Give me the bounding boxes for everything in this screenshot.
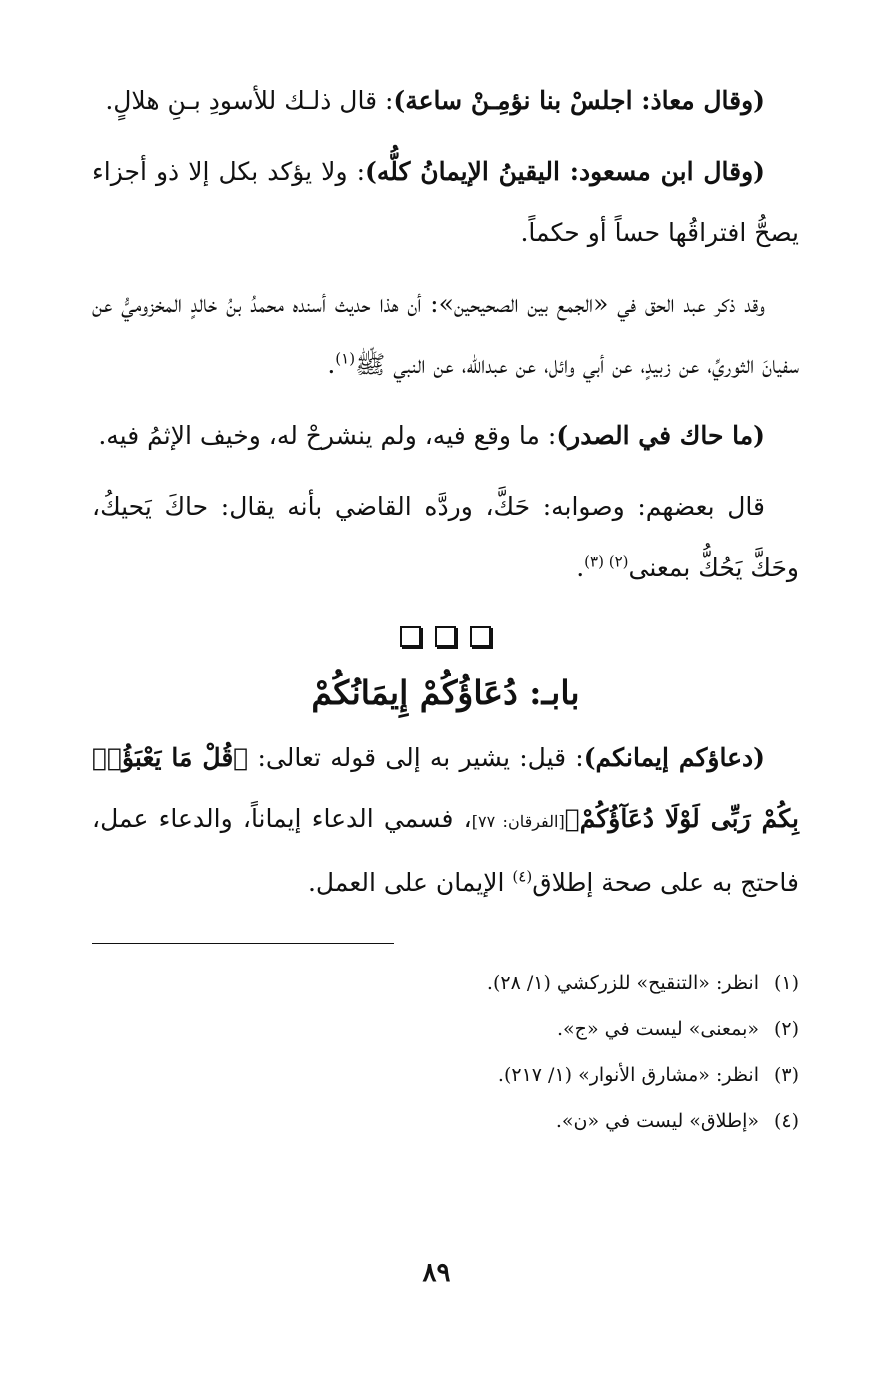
footnote-text: «إطلاق» ليست في «ن». [555, 1110, 759, 1132]
quote-lead: (دعاؤكم إيمانكم) [583, 743, 765, 772]
footnote-3 [92, 1052, 799, 1098]
verse-reference: [الفرقان: ٧٧] [471, 812, 565, 831]
paragraph-text: ، فسمي الدعاء إيماناً، والدعاء عمل، فاحتج به على صحة إطلاق [92, 804, 799, 897]
quote-lead: (ما حاك في الصدر) [556, 421, 765, 450]
footnote-text: انظر: «مشارق الأنوار» (١/ ٢١٧). [497, 1064, 759, 1086]
quran-verse: ﴿قُلْ مَا يَعْبَؤُا۟ بِكُمْ رَبِّى لَوْلَا دُعَآؤُكُمْ﴾ [92, 743, 799, 833]
quote-lead: (وقال ابن مسعود: اليقينُ الإيمانُ كلُّه) [365, 157, 765, 186]
footnote-1 [92, 960, 799, 1006]
separator-line [92, 943, 394, 944]
section-divider-ornament [92, 626, 799, 647]
footnotes [92, 960, 799, 1144]
paragraph-duaukum [92, 727, 799, 913]
paragraph-text: قال بعضهم: وصوابه: حَكَّ، وردَّه القاضي بأنه يقال: حاكَ يَحيكُ، وحَكَّ يَحُكُّ بمعنى [92, 492, 799, 582]
footnote-number: (١) [773, 972, 799, 994]
paragraph-text: وقد ذكر عبد الحق في «الجمع بين الصحيحين»: أن هذا حديث أسنده محمدُ بنُ خالدٍ المخزوميُّ عن سفيانَ الثوريِّ، عن زبيدٍ، عن أبي وائل، عن عبدالله، عن النبي ﷺ [92, 289, 799, 379]
paragraph-ma-haka [92, 405, 799, 466]
footnote-number: (٤) [773, 1110, 799, 1132]
ornament-square-icon [400, 626, 421, 647]
footnote-marker: (٢) (٣) [584, 552, 629, 571]
paragraph-text: : قال ذلـك للأسودِ بـنِ هلالٍ. [105, 86, 394, 115]
paragraph-text: : ولا يؤكد بكل إلا ذو أجزاء يصحُّ افتراقُها حساً أو حكماً. [92, 157, 799, 247]
paragraph-ibn-masud [92, 141, 799, 263]
footnote-4 [92, 1098, 799, 1144]
paragraph-text: الإيمان على العمل. [307, 868, 513, 897]
paragraph-muadh [92, 70, 799, 131]
footnote-separator [92, 943, 799, 944]
footnote-marker: (١) [335, 349, 356, 368]
paragraph-abd-al-haqq [92, 273, 799, 395]
footnote-2 [92, 1006, 799, 1052]
ornament-square-icon [470, 626, 491, 647]
paragraph-tail: . [327, 350, 336, 379]
page-body [92, 70, 799, 1144]
chapter-title: بابـ: دُعَاؤُكُمْ إِيمَانُكُمْ [311, 673, 580, 712]
paragraph-text: : قيل: يشير به إلى قوله تعالى: [248, 743, 584, 772]
quote-lead: (وقال معاذ: اجلسْ بنا نؤمِـنْ ساعة) [393, 86, 765, 115]
paragraph-tail: . [576, 553, 585, 582]
footnote-marker: (٤) [512, 867, 533, 886]
footnote-text: انظر: «التنقيح» للزركشي (١/ ٢٨). [486, 972, 759, 994]
footnote-number: (٢) [773, 1018, 799, 1040]
ornament-square-icon [435, 626, 456, 647]
footnote-number: (٣) [773, 1064, 799, 1086]
paragraph-hakka [92, 476, 799, 598]
footnote-text: «بمعنى» ليست في «ج». [557, 1018, 759, 1040]
page-number: ٨٩ [422, 1258, 451, 1288]
paragraph-text: : ما وقع فيه، ولم ينشرحْ له، وخيف الإثمُ فيه. [98, 421, 557, 450]
